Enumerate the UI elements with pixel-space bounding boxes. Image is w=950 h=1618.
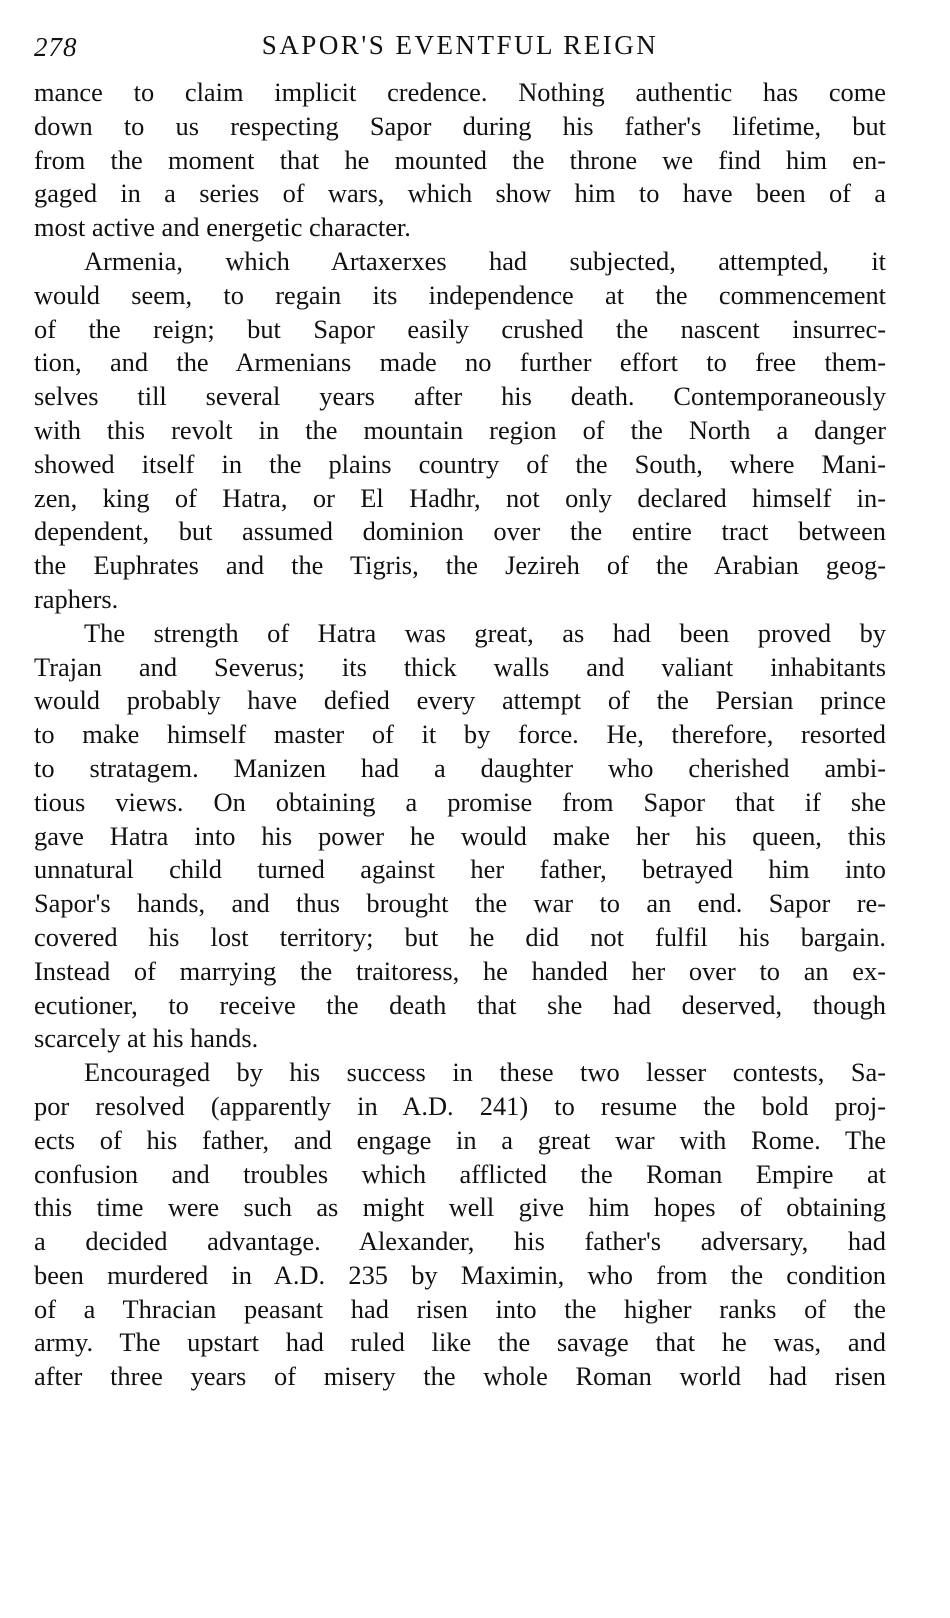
text-line: been murdered in A.D. 235 by Maximin, who from the condition — [34, 1259, 886, 1290]
text-line: of a Thracian peasant had risen into the higher ranks of the — [34, 1293, 886, 1324]
text-line: most active and energetic character. — [34, 212, 411, 243]
text-line: to stratagem. Manizen had a daughter who cherished ambi- — [34, 752, 886, 783]
text-line: would seem, to regain its independence at the commencement — [34, 279, 886, 310]
text-line: army. The upstart had ruled like the savage that he was, and — [34, 1327, 886, 1358]
text-line: down to us respecting Sapor during his father's lifetime, but — [34, 110, 886, 141]
text-line: of the reign; but Sapor easily crushed the nascent insurrec- — [34, 313, 886, 344]
text-line: from the moment that he mounted the throne we find him en- — [34, 144, 886, 175]
text-line: dependent, but assumed dominion over the entire tract between — [34, 516, 886, 547]
text-line: gave Hatra into his power he would make her his queen, this — [34, 820, 886, 851]
text-line: por resolved (apparently in A.D. 241) to resume the bold proj- — [34, 1090, 886, 1121]
text-line: zen, king of Hatra, or El Hadhr, not only declared himself in- — [34, 482, 886, 513]
paragraph — [34, 1056, 886, 1394]
text-line: scarcely at his hands. — [34, 1023, 259, 1054]
text-line: unnatural child turned against her father, betrayed him into — [34, 854, 886, 885]
text-line: this time were such as might well give him hopes of obtaining — [34, 1192, 886, 1223]
text-line: tious views. On obtaining a promise from Sapor that if she — [34, 786, 886, 817]
body-text — [34, 76, 886, 1394]
text-line: after three years of misery the whole Roman world had risen — [34, 1361, 886, 1392]
document-page — [34, 26, 886, 1394]
text-line: Instead of marrying the traitoress, he handed her over to an ex- — [34, 955, 886, 986]
text-line: Sapor's hands, and thus brought the war to an end. Sapor re- — [34, 888, 886, 919]
text-line: the Euphrates and the Tigris, the Jezireh of the Arabian geog- — [34, 550, 886, 581]
text-line: with this revolt in the mountain region of the North a danger — [34, 414, 886, 445]
text-line: covered his lost territory; but he did not fulfil his bargain. — [34, 921, 886, 952]
text-line: Encouraged by his success in these two lesser contests, Sa- — [84, 1057, 886, 1088]
text-line: ects of his father, and engage in a great war with Rome. The — [34, 1124, 886, 1155]
page-number: 278 — [34, 32, 78, 62]
running-title: SAPOR'S EVENTFUL REIGN — [261, 30, 659, 60]
text-line: to make himself master of it by force. He, therefore, resorted — [34, 719, 886, 750]
text-line: selves till several years after his death. Contemporaneously — [34, 381, 886, 412]
paragraph — [34, 617, 886, 1056]
paragraph — [34, 76, 886, 245]
text-line: ecutioner, to receive the death that she had deserved, though — [34, 989, 886, 1020]
text-line: raphers. — [34, 583, 119, 614]
text-line: tion, and the Armenians made no further effort to free them- — [34, 347, 886, 378]
paragraph — [34, 245, 886, 617]
text-line: gaged in a series of wars, which show him to have been of a — [34, 178, 886, 209]
running-head — [34, 26, 886, 72]
text-line: would probably have defied every attempt of the Persian prince — [34, 685, 886, 716]
text-line: showed itself in the plains country of the South, where Mani- — [34, 448, 886, 479]
text-line: mance to claim implicit credence. Nothing authentic has come — [34, 77, 886, 107]
text-line: The strength of Hatra was great, as had been proved by — [84, 617, 886, 648]
text-line: Trajan and Severus; its thick walls and valiant inhabitants — [34, 651, 886, 682]
text-line: Armenia, which Artaxerxes had subjected, attempted, it — [84, 245, 886, 276]
text-line: a decided advantage. Alexander, his father's adversary, had — [34, 1226, 886, 1257]
text-line: confusion and troubles which afflicted the Roman Empire at — [34, 1158, 886, 1189]
